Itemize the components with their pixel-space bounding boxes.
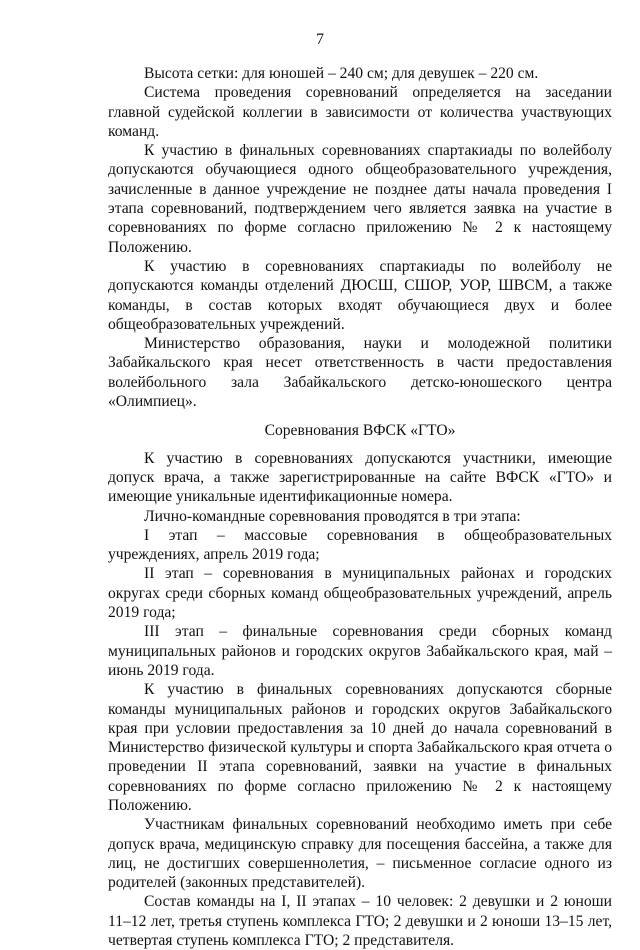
list-item: III этап – финальные соревнования среди сборных команд муниципальных районов и городских округов Забайкальского края, май – июнь 2019 года. (108, 623, 612, 679)
paragraph: К участию в соревнованиях спартакиады по волейболу не допускаются команды отделений ДЮСШ, СШОР, УОР, ШВСМ, а также команды, в состав которых входят обучающиеся двух и более общеобразовательных учреждений. (108, 257, 612, 333)
paragraph: Система проведения соревнований определяется на заседании главной судейской коллегии в зависимости от количества участвующих команд. (108, 84, 612, 140)
paragraph: К участию в финальных соревнованиях спартакиады по волейболу допускаются обучающиеся одного общеобразовательного учреждения, зачисленные в данное учреждение не позднее даты начала проведения I этапа соревнований, подтверждением чего является заявка на участие в соревнованиях по форме согласно приложению № 2 к настоящему Положению. (108, 142, 612, 256)
paragraph: Состав команды на I, II этапах – 10 человек: 2 девушки и 2 юноши 11–12 лет, третья ступень комплекса ГТО; 2 девушки и 2 юноши 13–15 лет, четвертая ступень комплекса ГТО; 2 представителя. (108, 893, 612, 950)
paragraph: К участию в соревнованиях допускаются участники, имеющие допуск врача, а также зарегистрированные на сайте ВФСК «ГТО» и имеющие уникальные идентификационные номера. (108, 449, 612, 506)
paragraph: Участникам финальных соревнований необходимо иметь при себе допуск врача, медицинскую справку для посещения бассейна, а также для лиц, не достигших совершеннолетия, – письменное согласие одного из родителей (законных представителей). (108, 816, 612, 892)
page-number: 7 (316, 31, 324, 48)
paragraph: Министерство образования, науки и молодежной политики Забайкальского края несет ответственность в части предоставления волейбольного зала Забайкальского детско-юношеского центра «Олимпиец». (108, 335, 612, 411)
list-item: II этап – соревнования в муниципальных районах и городских округах среди сборных команд общеобразовательных учреждений, апрель 2019 года; (108, 565, 612, 622)
section-heading: Соревнования ВФСК «ГТО» (264, 422, 456, 440)
list-item: I этап – массовые соревнования в общеобразовательных учреждениях, апрель 2019 года; (108, 526, 612, 564)
paragraph: К участию в финальных соревнованиях допускаются сборные команды муниципальных районов и городских округов Забайкальского края при условии предоставления за 10 дней до начала соревнований в Министерство физической культуры и спорта Забайкальского края отчета о проведении II этапа соревнований, заявки на участие в финальных соревнованиях по форме согласно приложению № 2 к настоящему Положению. (108, 681, 612, 814)
paragraph: Высота сетки: для юношей – 240 см; для девушек – 220 см. (144, 65, 539, 82)
document-body (108, 64, 612, 950)
paragraph: Лично-командные соревнования проводятся в три этапа: (144, 507, 521, 525)
